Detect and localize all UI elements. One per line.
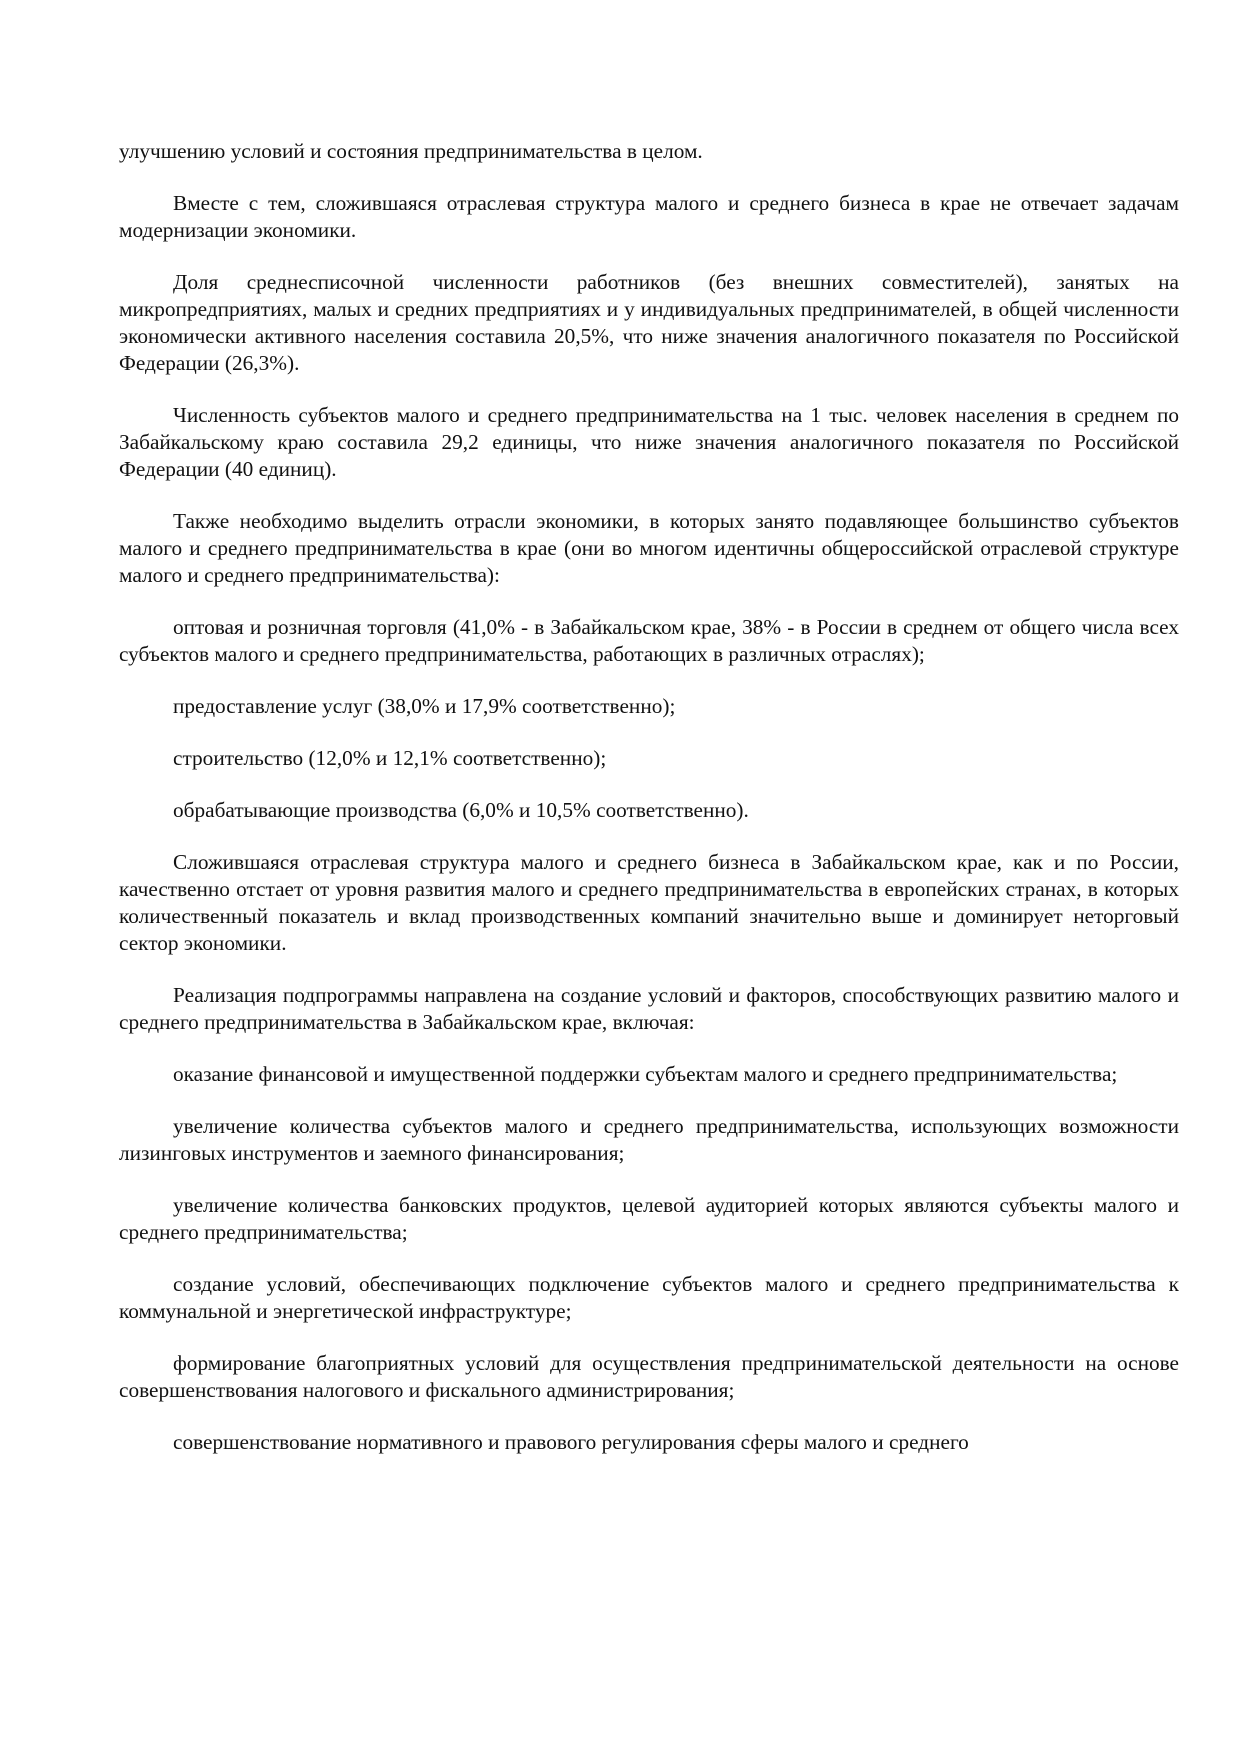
list-item-manufacturing: обрабатывающие производства (6,0% и 10,5% соответственно).	[173, 798, 749, 822]
paragraph-structure-mismatch: Вместе с тем, сложившаяся отраслевая структура малого и среднего бизнеса в крае не отвечает задачам модернизации экономики.	[119, 191, 1179, 242]
paragraph-entities-per-thousand: Численность субъектов малого и среднего предпринимательства на 1 тыс. человек населения в среднем по Забайкальскому краю составила 29,2 единицы, что ниже значения аналогичного показателя по Российской Федерации (40 единиц).	[119, 403, 1179, 481]
list-item-tax-administration: формирование благоприятных условий для осуществления предпринимательской деятельности на основе совершенствования налогового и фискального администрирования;	[119, 1351, 1179, 1402]
list-item-services: предоставление услуг (38,0% и 17,9% соответственно);	[173, 694, 676, 718]
document-page	[119, 138, 1179, 1456]
list-item-financial-support: оказание финансовой и имущественной поддержки субъектам малого и среднего предпринимательства;	[173, 1062, 1118, 1086]
list-item-trade: оптовая и розничная торговля (41,0% - в Забайкальском крае, 38% - в России в среднем от общего числа всех субъектов малого и среднего предпринимательства, работающих в различных отраслях);	[119, 615, 1179, 666]
paragraph-europe-comparison: Сложившаяся отраслевая структура малого и среднего бизнеса в Забайкальском крае, как и по России, качественно отстает от уровня развития малого и среднего предпринимательства в европейских странах, в которых количественный показатель и вклад производственных компаний значительно выше и доминирует неторговый сектор экономики.	[119, 850, 1179, 955]
list-item-construction: строительство (12,0% и 12,1% соответственно);	[173, 746, 607, 770]
list-item-leasing: увеличение количества субъектов малого и среднего предпринимательства, использующих возможности лизинговых инструментов и заемного финансирования;	[119, 1114, 1179, 1165]
paragraph-continuation: улучшению условий и состояния предпринимательства в целом.	[119, 139, 703, 163]
list-item-regulation: совершенствование нормативного и правового регулирования сферы малого и среднего	[173, 1430, 969, 1454]
paragraph-subprogram-goals: Реализация подпрограммы направлена на создание условий и факторов, способствующих развитию малого и среднего предпринимательства в Забайкальском крае, включая:	[119, 983, 1179, 1034]
list-item-infrastructure: создание условий, обеспечивающих подключение субъектов малого и среднего предпринимательства к коммунальной и энергетической инфраструктуре;	[119, 1272, 1179, 1323]
paragraph-employment-share: Доля среднесписочной численности работников (без внешних совместителей), занятых на микропредприятиях, малых и средних предприятиях и у индивидуальных предпринимателей, в общей численности экономически активного населения составила 20,5%, что ниже значения аналогичного показателя по Российской Федерации (26,3%).	[119, 270, 1179, 375]
list-item-banking-products: увеличение количества банковских продуктов, целевой аудиторией которых являются субъекты малого и среднего предпринимательства;	[119, 1193, 1179, 1244]
paragraph-sectors-intro: Также необходимо выделить отрасли экономики, в которых занято подавляющее большинство субъектов малого и среднего предпринимательства в крае (они во многом идентичны общероссийской отраслевой структуре малого и среднего предпринимательства):	[119, 509, 1179, 587]
